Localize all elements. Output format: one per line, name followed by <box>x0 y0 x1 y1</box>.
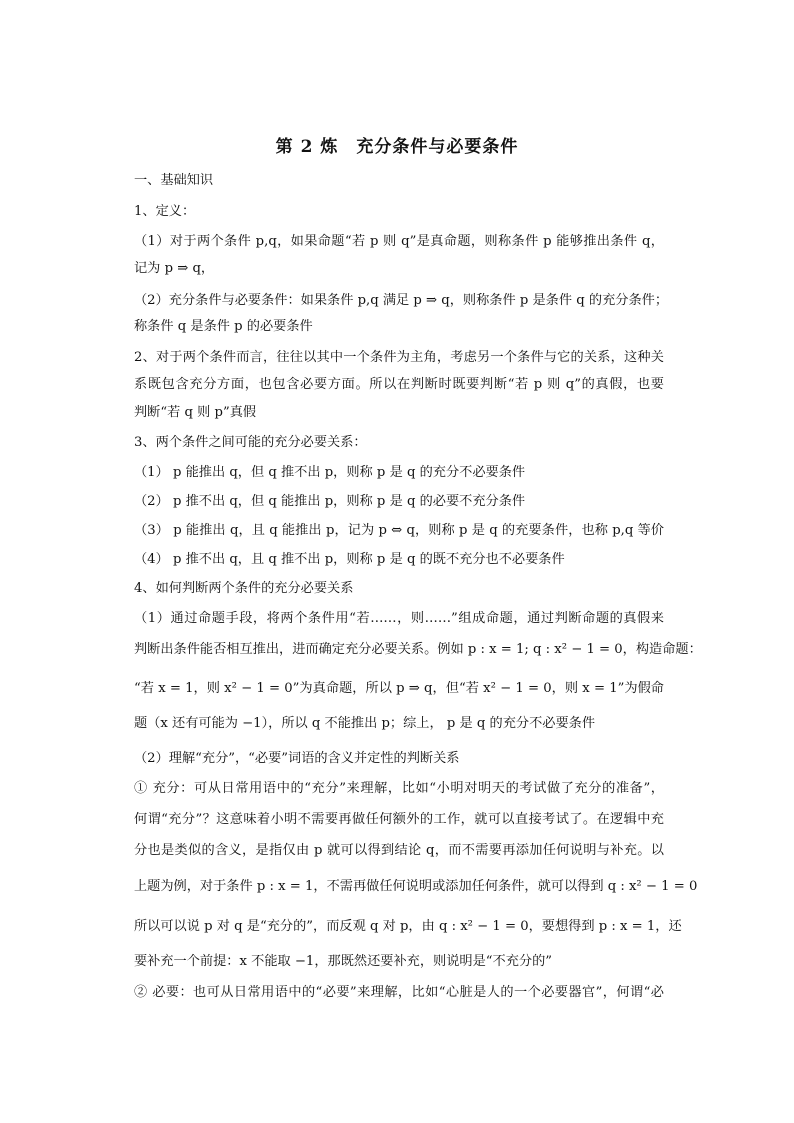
text-line: 系既包含充分方面，也包含必要方面。所以在判断时既要判断“若 p 则 q”的真假，也要 <box>134 377 664 392</box>
text-line: ① 充分：可从日常用语中的“充分”来理解，比如“小明对明天的考试做了充分的准备”， <box>134 781 664 796</box>
text-line: 题（x 还有可能为 −1），所以 q 不能推出 p；综上， p 是 q 的充分不必要条件 <box>134 716 596 731</box>
section-heading-basics: 一、基础知识 <box>134 173 214 188</box>
list-item: （4） p 推不出 q，且 q 推不出 p，则称 p 是 q 的既不充分也不必要条件 <box>134 552 565 567</box>
subsection-judging: 4、如何判断两个条件的充分必要关系 <box>134 581 354 596</box>
list-item: （2） p 推不出 q，但 q 能推出 p，则称 p 是 q 的必要不充分条件 <box>134 494 526 509</box>
text-line: 上题为例，对于条件 p : x = 1，不需再做任何说明或添加任何条件，就可以得到 q : x² − 1 = 0 <box>134 879 698 894</box>
subsection-definition: 1、定义： <box>134 204 196 219</box>
text-line: “若 x = 1，则 x² − 1 = 0”为真命题，所以 p ⇒ q，但“若 x² − 1 = 0，则 x = 1”为假命 <box>134 681 664 696</box>
text-line: 2、对于两个条件而言，往往以其中一个条件为主角，考虑另一个条件与它的关系，这种关 <box>134 350 664 365</box>
text-line: ② 必要：也可从日常用语中的“必要”来理解，比如“心脏是人的一个必要器官”，何谓“必 <box>134 985 664 1000</box>
subsection-relations: 3、两个条件之间可能的充分必要关系： <box>134 435 367 450</box>
text-line: 称条件 q 是条件 p 的必要条件 <box>134 319 313 334</box>
text-line: 所以可以说 p 对 q 是“充分的”，而反观 q 对 p，由 q : x² − 1 = 0，要想得到 p : x = 1，还 <box>134 919 682 934</box>
text-line: 要补充一个前提：x 不能取 −1，那既然还要补充，则说明是“不充分的” <box>134 954 552 969</box>
text-line: （2）充分条件与必要条件：如果条件 p,q 满足 p ⇒ q，则称条件 p 是条件 q 的充分条件； <box>134 293 669 308</box>
text-line: 分也是类似的含义，是指仅由 p 就可以得到结论 q，而不需要再添加任何说明与补充。以 <box>134 843 664 858</box>
text-line: （1）通过命题手段，将两个条件用“若……，则……”组成命题，通过判断命题的真假来 <box>134 611 664 626</box>
text-line: 记为 p ⇒ q， <box>134 261 215 276</box>
text-line: 判断“若 q 则 p”真假 <box>134 405 257 420</box>
text-line: （1）对于两个条件 p,q，如果命题“若 p 则 q”是真命题，则称条件 p 能够推出条件 q， <box>134 234 664 249</box>
list-item: （3） p 能推出 q，且 q 能推出 p，记为 p ⇔ q，则称 p 是 q 的充要条件，也称 p,q 等价 <box>134 523 664 538</box>
text-line: 何谓“充分”？这意味着小明不需要再做任何额外的工作，就可以直接考试了。在逻辑中充 <box>134 812 664 827</box>
text-line: 判断出条件能否相互推出，进而确定充分必要关系。例如 p : x = 1; q : x² − 1 = 0，构造命题： <box>134 642 702 657</box>
text-line: （2）理解“充分”，“必要”词语的含义并定性的判断关系 <box>134 751 460 766</box>
list-item: （1） p 能推出 q，但 q 推不出 p，则称 p 是 q 的充分不必要条件 <box>134 465 526 480</box>
page-title: 第 2 炼 充分条件与必要条件 <box>275 137 519 157</box>
